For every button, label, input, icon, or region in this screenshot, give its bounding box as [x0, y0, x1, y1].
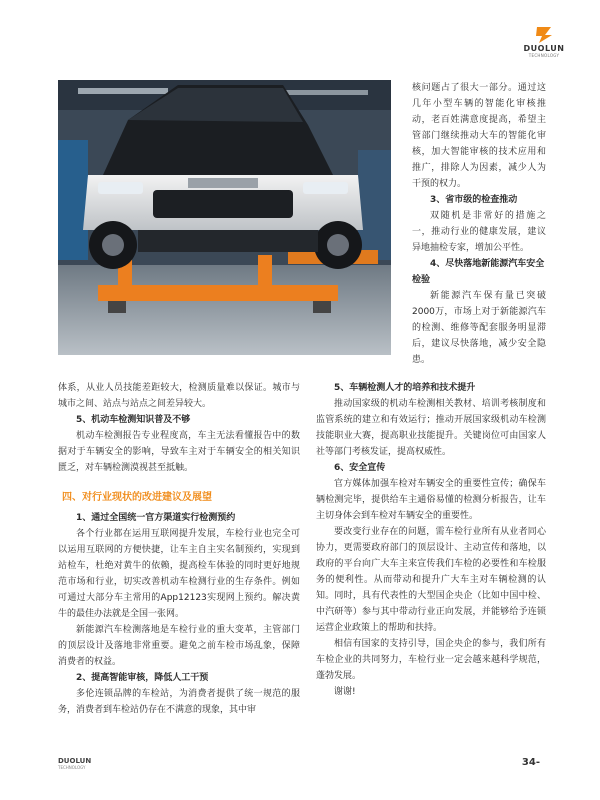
paragraph-thanks: 谢谢!	[334, 687, 356, 697]
paragraph-right-top-1: 核问题占了很大一部分。通过这几年小型车辆的智能化审核推动，老百姓满意度提高，希望主管部门继续推动大车的智能化审核，加大智能审核的技术应用和推广，排除人为因素，减少人为干预的权力。	[412, 83, 546, 189]
footer-logo	[58, 757, 91, 770]
heading-knowledge-popularization: 5、机动车检测知识普及不够	[76, 415, 191, 425]
heading-smart-review: 2、提高智能审核，降低人工干预	[76, 673, 209, 683]
paragraph-left-1: 体系，从业人员技能差距较大，检测质量难以保证。城市与城市之间、站点与站点之间差异较大。	[58, 383, 300, 409]
footer-brand-name: DUOLUN	[58, 757, 92, 765]
right-bottom-column	[316, 380, 546, 700]
section-heading-improvement: 四、对行业现状的改进建议及展望	[62, 492, 212, 503]
brand-sub: TECHNOLOGY	[528, 53, 560, 58]
paragraph-right-4: 相信有国家的支持引导，国企央企的参与，我们所有车检企业的共同努力，车检行业一定会越来越科学规范，蓬勃发展。	[316, 639, 546, 681]
heading-new-energy-inspection: 4、尽快落地新能源汽车安全检验	[412, 259, 545, 285]
right-top-column	[412, 80, 546, 368]
paragraph-left-3: 各个行业都在运用互联网提升发展，车检行业也完全可以运用互联网的方便快捷，让车主自主实名制预约，实现到站检车，杜绝对黄牛的依赖，提高检车体验的同时更好地规范市场和行业，切实改善机动车检测行业的生存条件。例如可通过大部分车主常用的App12123实现网上预约。解决黄牛的最佳办法就是全国一张网。	[58, 529, 300, 619]
brand-logo	[514, 26, 574, 66]
paragraph-left-5: 多伦连锁品牌的车检站，为消费者提供了统一规范的服务，消费者到车检站仍存在不满意的现象，其中审	[58, 689, 300, 715]
page-number: 34-	[521, 757, 540, 768]
paragraph-right-1: 推动国家级的机动车检测相关教材、培训考核制度和监管系统的建立和有效运行；推动开展国家级机动车检测技能职业大赛，提高职业技能提升。关键岗位可由国家人社等部门考核发证，提高权威性。	[316, 399, 546, 457]
paragraph-left-4: 新能源汽车检测落地是车检行业的重大变革，主管部门的顶层设计及落地非常重要。避免之前车检市场乱象，保障消费者的权益。	[58, 625, 300, 667]
left-column	[58, 380, 300, 718]
car-lift-photo	[58, 80, 391, 355]
paragraph-right-top-2: 双随机是非常好的措施之一，推动行业的健康发展，建议异地抽检专家，增加公平性。	[412, 211, 546, 253]
logo-mark-icon	[533, 26, 555, 44]
page-number-value: 34	[521, 757, 536, 768]
heading-safety-promotion: 6、安全宣传	[334, 463, 386, 473]
heading-talent-training: 5、车辆检测人才的培养和技术提升	[334, 383, 476, 393]
heading-online-booking: 1、通过全国统一官方渠道实行检测预约	[76, 513, 236, 523]
footer-brand-sub: TECHNOLOGY	[58, 765, 86, 770]
paragraph-right-2: 官方媒体加强车检对车辆安全的重要性宣传；确保车辆检测完毕，提供给车主通俗易懂的检测分析报告，让车主切身体会到车检对车辆安全的重要性。	[316, 479, 546, 521]
paragraph-right-3: 要改变行业存在的问题，需车检行业所有从业者同心协力，更需要政府部门的顶层设计、主动宣传和落地，以政府的平台向广大车主来宣传我们车检的必要性和车检服务的便利性。从而带动和提升广大车主对车辆检测的认知。同时，具有代表性的大型国企央企（比如中国中检、中汽研等）参与其中带动行业正向发展，并能够给予连锁运营企业政策上的帮助和扶持。	[316, 527, 546, 633]
paragraph-right-top-3: 新能源汽车保有量已突破2000万，市场上对于新能源汽车的检测、维修等配套服务明显滞后，建议尽快落地，减少安全隐患。	[412, 291, 546, 365]
heading-provincial-inspection: 3、省市级的检查推动	[430, 195, 518, 205]
car-on-lift-illustration	[58, 80, 391, 355]
brand-name: DUOLUN	[523, 44, 565, 53]
paragraph-left-2: 机动车检测报告专业程度高，车主无法看懂报告中的数据对于车辆安全的影响，导致车主对于车辆安全的相关知识匮乏，对车辆检测漠视甚至抵触。	[58, 431, 300, 473]
